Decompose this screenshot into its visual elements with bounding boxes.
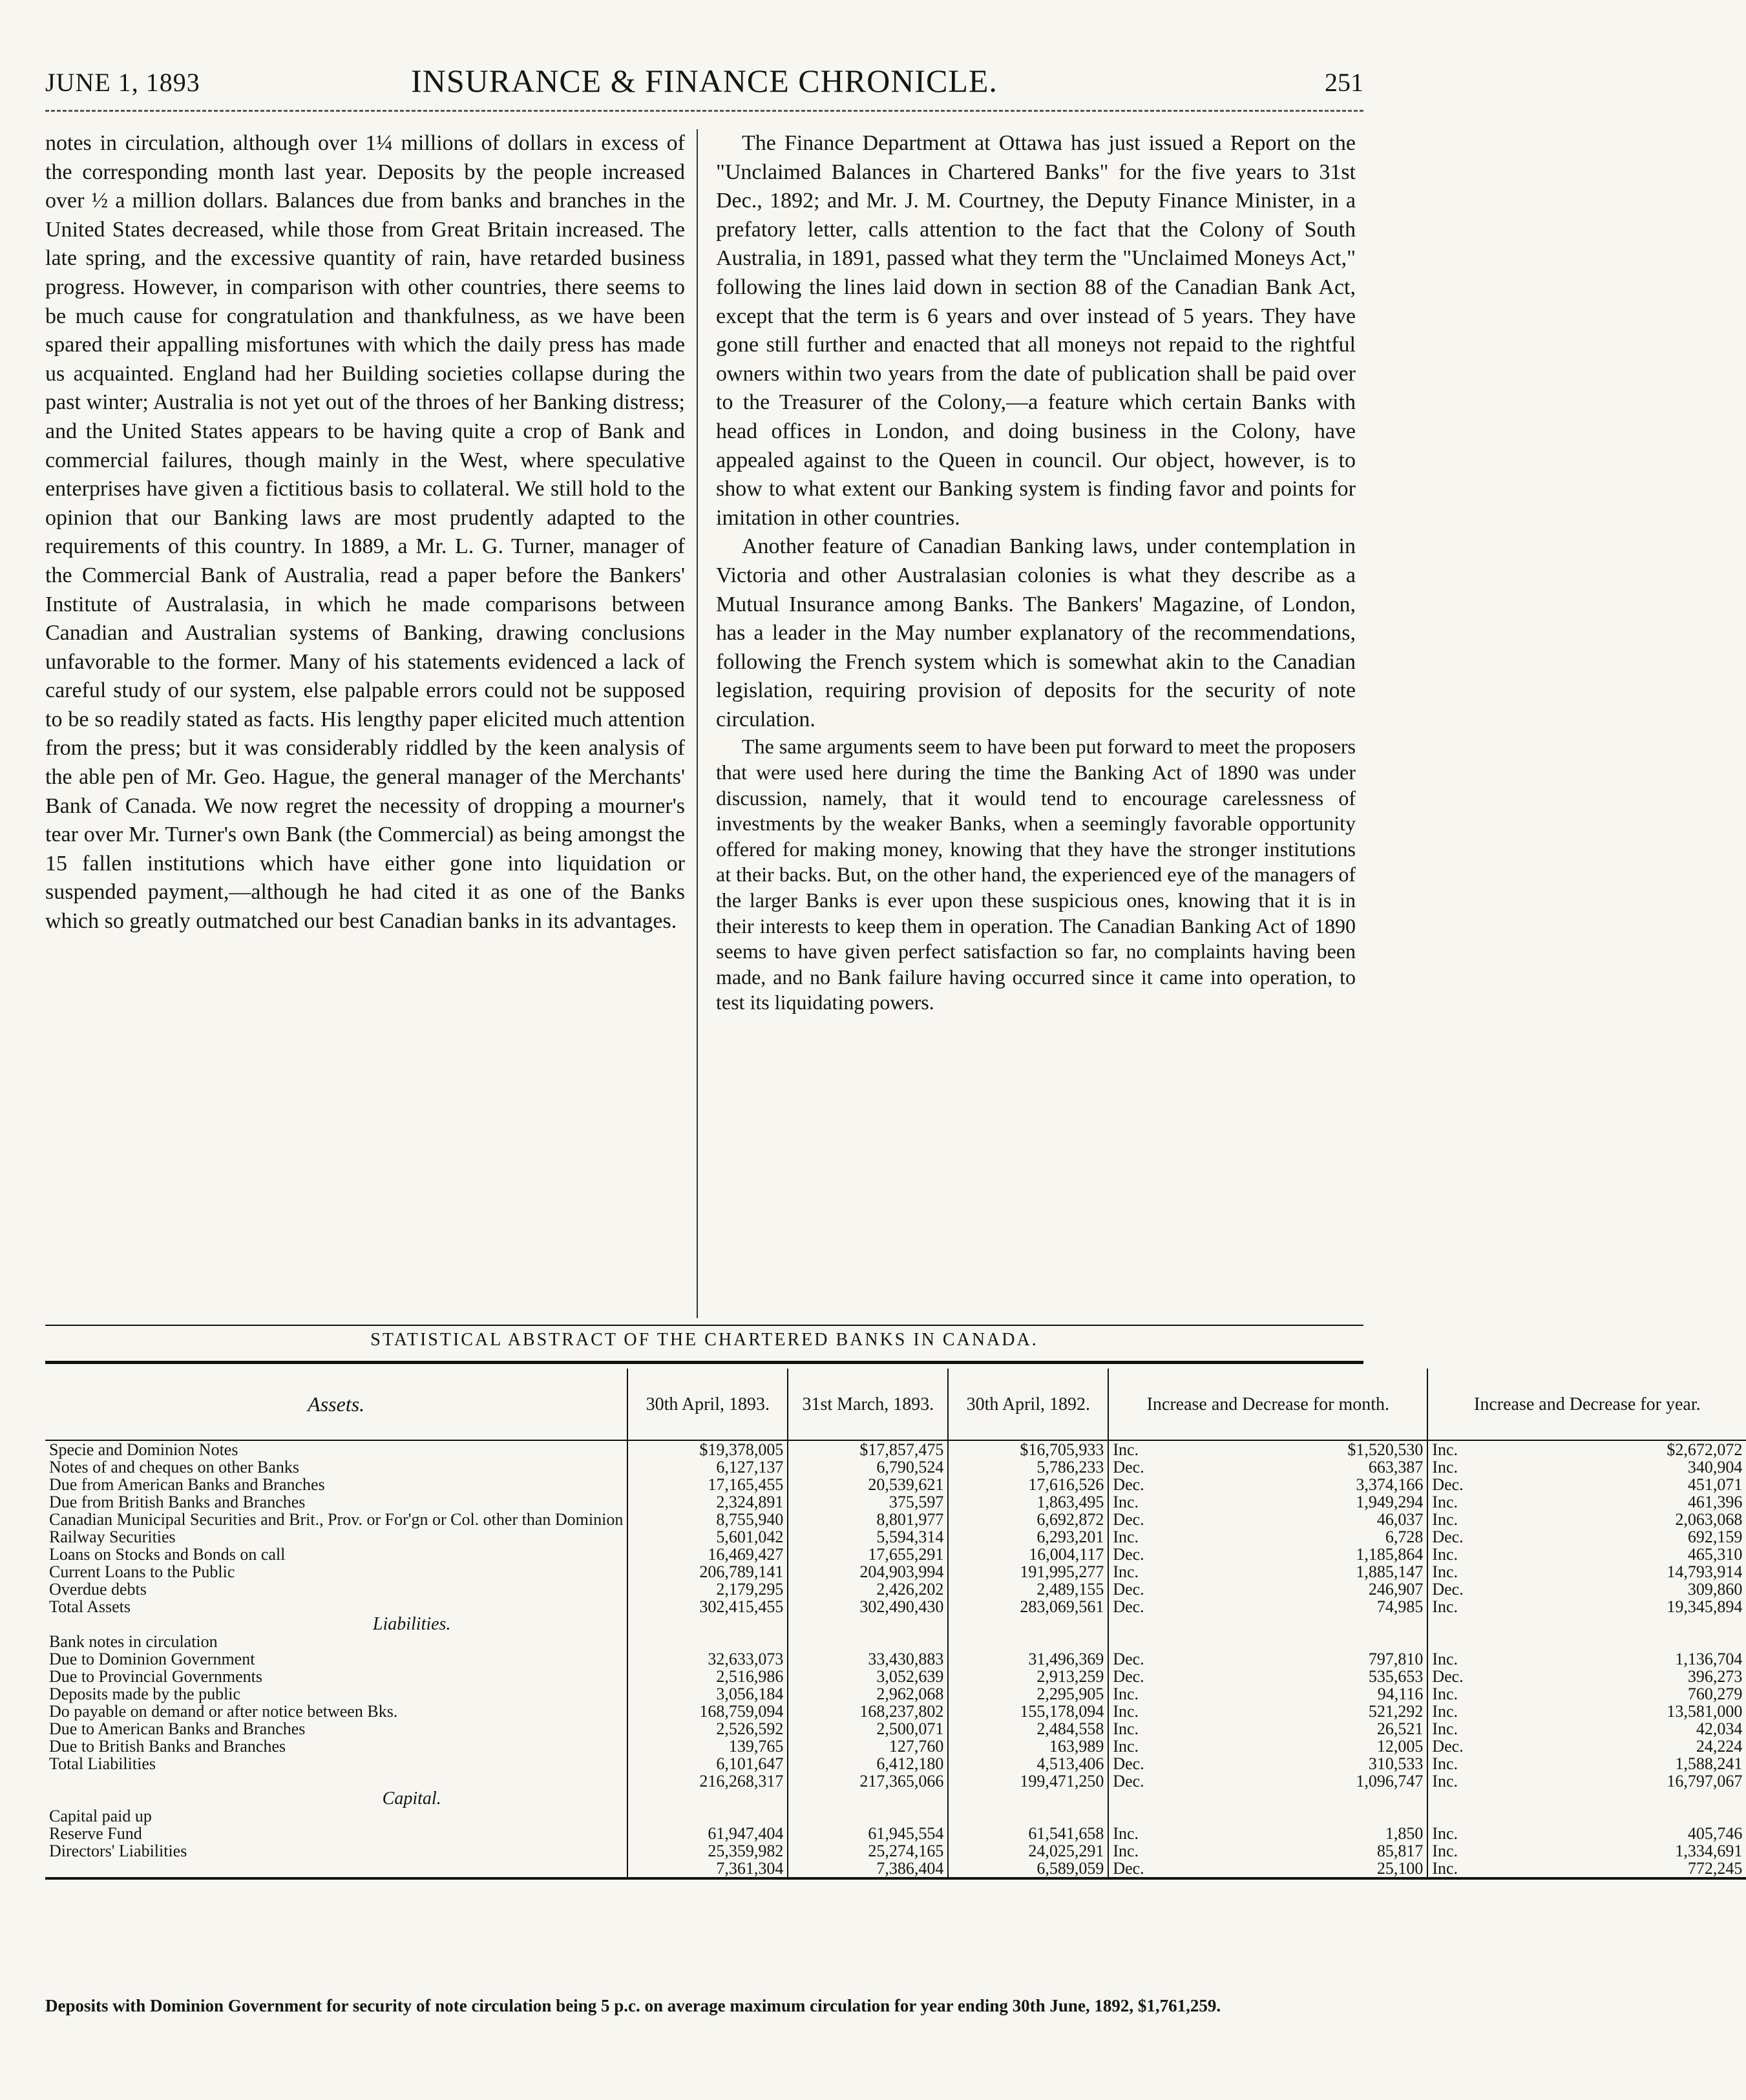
month-change: 535,653 [1368,1667,1424,1686]
value-mar-1893: 2,962,068 [788,1685,948,1703]
empty-cell [788,1615,948,1633]
row-label: Due from British Banks and Branches [49,1493,306,1511]
month-direction: Dec. [1108,1668,1268,1685]
header-col-3: 30th April, 1892. [948,1369,1108,1440]
month-change [1268,1807,1427,1825]
month-change: 25,100 [1376,1859,1424,1878]
year-change: 1,588,241 [1675,1754,1743,1773]
value-apr-1892: 31,496,369 [948,1650,1108,1668]
month-direction: Inc. [1108,1685,1268,1703]
month-direction: Dec. [1108,1598,1268,1615]
value-apr-1893: 216,268,317 [627,1772,788,1790]
row-label: Due to Dominion Government [49,1650,255,1668]
year-change: 396,273 [1687,1667,1743,1686]
row-label: Deposits made by the public [49,1685,241,1703]
year-change: 1,334,691 [1675,1842,1743,1860]
year-direction: Inc. [1427,1720,1587,1738]
value-mar-1893: 7,386,404 [788,1860,948,1878]
year-direction: Inc. [1427,1563,1587,1580]
month-change: 94,116 [1377,1685,1424,1703]
row-label: Reserve Fund [49,1824,142,1843]
table-bottom-rule [45,1878,1746,1880]
month-change: 12,005 [1376,1737,1424,1756]
row-label: Due from American Banks and Branches [49,1475,325,1494]
month-direction: Inc. [1108,1440,1268,1458]
year-change: 42,034 [1696,1719,1743,1738]
header-rule [45,110,1363,112]
month-change: 74,985 [1376,1597,1424,1616]
month-change: 1,850 [1385,1824,1424,1843]
table-bottom-row [45,1878,1746,1880]
issue-date: JUNE 1, 1893 [45,68,200,97]
value-apr-1893: 2,179,295 [627,1580,788,1598]
table-row [45,1703,1746,1720]
year-change: 461,396 [1687,1493,1743,1511]
liabilities-heading-label: Liabilities. [372,1614,451,1634]
row-label [45,1860,627,1878]
year-direction: Inc. [1427,1650,1587,1668]
value-apr-1892: 17,616,526 [948,1476,1108,1493]
table-row [45,1755,1746,1772]
statistical-abstract-table [45,1369,1746,1880]
year-direction: Inc. [1427,1440,1587,1458]
row-label: Total Liabilities [49,1754,156,1773]
row-label: Canadian Municipal Securities and Brit., Prov. or For'gn or Col. other than Dominion [49,1510,624,1529]
table-row [45,1546,1746,1563]
value-mar-1893: 25,274,165 [788,1842,948,1860]
month-change: 310,533 [1368,1754,1424,1773]
year-change: 760,279 [1687,1685,1743,1703]
year-direction: Inc. [1427,1546,1587,1563]
publication-title: INSURANCE & FINANCE CHRONICLE. [411,63,998,99]
value-mar-1893: 61,945,554 [788,1825,948,1842]
year-direction: Dec. [1427,1580,1587,1598]
month-direction: Dec. [1108,1755,1268,1772]
value-apr-1893: 2,324,891 [627,1493,788,1511]
table-row [45,1842,1746,1860]
value-apr-1892: 2,489,155 [948,1580,1108,1598]
value-apr-1892: 155,178,094 [948,1703,1108,1720]
table-row [45,1580,1746,1598]
year-change: 1,136,704 [1675,1650,1743,1668]
empty-cell [1427,1615,1587,1633]
month-change: 1,185,864 [1356,1545,1424,1564]
month-direction: Dec. [1108,1650,1268,1668]
month-direction: Inc. [1108,1720,1268,1738]
empty-cell [1268,1790,1427,1807]
table-row [45,1720,1746,1738]
empty-cell [948,1615,1108,1633]
month-change: 1,096,747 [1356,1772,1424,1790]
table-row [45,1650,1746,1668]
paragraph: Another feature of Canadian Banking laws, under contemplation in Victoria and other Australasian colonies is what they describe as a Mutual Insurance among Banks. The Bankers' Magazine, of London, has a leader in the May number explanatory of the recommendations, following the French system which is somewhat akin to the Canadian legislation, requiring provision of deposits for the security of note circulation. [716,534,1356,731]
value-mar-1893 [788,1633,948,1650]
month-change: 521,292 [1368,1702,1424,1721]
table-row [45,1528,1746,1546]
year-change: 451,071 [1687,1475,1743,1494]
year-change: 16,797,067 [1667,1772,1743,1790]
empty-cell [627,1615,788,1633]
table-body [45,1440,1746,1880]
header-col-5: Increase and Decrease for year. [1427,1369,1746,1440]
year-change: 340,904 [1687,1458,1743,1476]
value-mar-1893: $17,857,475 [788,1440,948,1458]
table-row [45,1668,1746,1685]
month-change: 1,885,147 [1356,1562,1424,1581]
table-row [45,1772,1746,1790]
table-row [45,1685,1746,1703]
year-direction: Inc. [1427,1685,1587,1703]
value-apr-1893: 168,759,094 [627,1703,788,1720]
table-footnote: Deposits with Dominion Government for security of note circulation being 5 p.c. on average maximum circulation for year ending 30th June, 1892, $1,761,259. [45,1996,1221,2015]
value-mar-1893: 217,365,066 [788,1772,948,1790]
value-apr-1892: $16,705,933 [948,1440,1108,1458]
value-apr-1892: 191,995,277 [948,1563,1108,1580]
value-apr-1892: 2,295,905 [948,1685,1108,1703]
year-change: 24,224 [1696,1737,1743,1756]
value-apr-1892: 61,541,658 [948,1825,1108,1842]
table-row [45,1563,1746,1580]
left-column [45,129,685,936]
month-change: 246,907 [1368,1580,1424,1599]
month-change: $1,520,530 [1347,1440,1424,1459]
empty-cell [627,1790,788,1807]
month-change: 663,387 [1368,1458,1424,1476]
value-apr-1892 [948,1807,1108,1825]
empty-cell [1587,1790,1746,1807]
value-apr-1893: 6,101,647 [627,1755,788,1772]
value-apr-1893 [627,1807,788,1825]
right-column [716,129,1356,1016]
capital-heading [45,1790,1746,1807]
table-row [45,1440,1746,1458]
month-direction [1108,1807,1268,1825]
year-direction: Inc. [1427,1493,1587,1511]
year-change: 309,860 [1687,1580,1743,1599]
year-direction: Inc. [1427,1772,1587,1790]
year-change [1587,1807,1746,1825]
year-direction: Inc. [1427,1703,1587,1720]
month-change: 85,817 [1376,1842,1424,1860]
month-direction: Dec. [1108,1860,1268,1878]
month-change: 797,810 [1368,1650,1424,1668]
value-apr-1892: 6,293,201 [948,1528,1108,1546]
paragraph: The same arguments seem to have been put forward to meet the proposers that were used here during the time the Banking Act of 1890 was under discussion, namely, that it would tend to encourage carelessness of investments by the weaker Banks, when a seemingly favorable opportunity offered for making money, knowing that they have the stronger institutions at their backs. But, on the other hand, the experienced eye of the managers of the larger Banks is ever upon these suspicious ones, knowing that it is in their interests to keep them in operation. The Canadian Banking Act of 1890 seems to have given perfect satisfaction so far, no complaints having been made, and no Bank failure having occurred since it came into operation, to test its liquidating powers. [716,735,1356,1014]
table-row [45,1807,1746,1825]
value-apr-1892: 24,025,291 [948,1842,1108,1860]
month-direction: Dec. [1108,1772,1268,1790]
year-direction [1427,1807,1587,1825]
value-apr-1892: 4,513,406 [948,1755,1108,1772]
row-label: Current Loans to the Public [49,1562,235,1581]
table-row [45,1738,1746,1755]
table-header-row [45,1369,1746,1440]
abstract-title: STATISTICAL ABSTRACT OF THE CHARTERED BANKS IN CANADA. [370,1330,1038,1350]
value-mar-1893: 17,655,291 [788,1546,948,1563]
value-apr-1893: 302,415,455 [627,1598,788,1615]
month-direction: Inc. [1108,1825,1268,1842]
month-change: 3,374,166 [1356,1475,1424,1494]
year-direction: Inc. [1427,1755,1587,1772]
month-direction: Inc. [1108,1842,1268,1860]
month-direction [1108,1633,1268,1650]
table-row [45,1458,1746,1476]
liabilities-heading [45,1615,1746,1633]
month-direction: Dec. [1108,1511,1268,1528]
row-label: Bank notes in circulation [49,1632,218,1651]
year-direction: Inc. [1427,1598,1587,1615]
month-direction: Inc. [1108,1703,1268,1720]
value-apr-1893: 32,633,073 [627,1650,788,1668]
value-mar-1893: 6,412,180 [788,1755,948,1772]
value-apr-1892: 283,069,561 [948,1598,1108,1615]
value-apr-1893: 2,516,986 [627,1668,788,1685]
value-apr-1893: 16,469,427 [627,1546,788,1563]
value-apr-1893: 61,947,404 [627,1825,788,1842]
table-row [45,1493,1746,1511]
row-label: Due to British Banks and Branches [49,1737,286,1756]
value-mar-1893: 302,490,430 [788,1598,948,1615]
table-row [45,1598,1746,1615]
year-direction: Inc. [1427,1458,1587,1476]
value-mar-1893: 3,052,639 [788,1668,948,1685]
value-mar-1893: 20,539,621 [788,1476,948,1493]
month-change: 1,949,294 [1356,1493,1424,1511]
header-col-1: 30th April, 1893. [627,1369,788,1440]
table-row [45,1511,1746,1528]
month-change: 46,037 [1376,1510,1424,1529]
value-mar-1893: 33,430,883 [788,1650,948,1668]
value-apr-1892: 2,484,558 [948,1720,1108,1738]
value-apr-1892: 1,863,495 [948,1493,1108,1511]
table-row [45,1633,1746,1650]
value-apr-1893: 2,526,592 [627,1720,788,1738]
month-direction: Dec. [1108,1476,1268,1493]
empty-cell [788,1790,948,1807]
year-direction: Inc. [1427,1825,1587,1842]
value-mar-1893 [788,1807,948,1825]
row-label: Due to Provincial Governments [49,1667,262,1686]
value-mar-1893: 204,903,994 [788,1563,948,1580]
capital-heading-label: Capital. [382,1789,441,1809]
year-direction: Inc. [1427,1511,1587,1528]
value-apr-1893: 139,765 [627,1738,788,1755]
year-direction: Dec. [1427,1668,1587,1685]
column-divider [697,129,698,1318]
year-change: 19,345,894 [1667,1597,1743,1616]
row-label: Due to American Banks and Branches [49,1719,306,1738]
empty-cell [1587,1615,1746,1633]
value-mar-1893: 5,594,314 [788,1528,948,1546]
empty-cell [1427,1790,1587,1807]
value-apr-1892: 6,692,872 [948,1511,1108,1528]
page-header [45,62,1363,107]
value-mar-1893: 127,760 [788,1738,948,1755]
header-col-4: Increase and Decrease for month. [1108,1369,1427,1440]
row-label: Do payable on demand or after notice between Bks. [49,1702,398,1721]
month-direction: Inc. [1108,1738,1268,1755]
year-direction [1427,1633,1587,1650]
year-change: 465,310 [1687,1545,1743,1564]
row-label: Overdue debts [49,1580,147,1599]
row-label: Notes of and cheques on other Banks [49,1458,300,1476]
table-row [45,1825,1746,1842]
month-direction: Inc. [1108,1563,1268,1580]
year-change: 14,793,914 [1667,1562,1743,1581]
empty-cell [948,1790,1108,1807]
value-apr-1893: 7,361,304 [627,1860,788,1878]
month-direction: Inc. [1108,1528,1268,1546]
table-top-rule [45,1361,1363,1364]
value-apr-1892 [948,1633,1108,1650]
row-label: Total Assets [49,1597,131,1616]
value-apr-1892: 16,004,117 [948,1546,1108,1563]
value-mar-1893: 168,237,802 [788,1703,948,1720]
month-change [1268,1633,1427,1650]
row-label: Capital paid up [49,1807,152,1825]
table-row [45,1860,1746,1878]
month-direction: Dec. [1108,1580,1268,1598]
month-direction: Dec. [1108,1458,1268,1476]
value-mar-1893: 2,426,202 [788,1580,948,1598]
header-assets: Assets. [45,1369,627,1440]
year-change: $2,672,072 [1667,1440,1743,1459]
month-change: 26,521 [1376,1719,1424,1738]
row-label: Specie and Dominion Notes [49,1440,238,1459]
value-apr-1893 [627,1633,788,1650]
value-mar-1893: 8,801,977 [788,1511,948,1528]
value-mar-1893: 2,500,071 [788,1720,948,1738]
value-mar-1893: 375,597 [788,1493,948,1511]
year-direction: Dec. [1427,1738,1587,1755]
year-change: 692,159 [1687,1528,1743,1546]
row-label: Loans on Stocks and Bonds on call [49,1545,286,1564]
empty-cell [1108,1615,1268,1633]
month-direction: Inc. [1108,1493,1268,1511]
row-label [45,1772,627,1790]
value-apr-1893: 17,165,455 [627,1476,788,1493]
month-change: 6,728 [1385,1528,1424,1546]
paragraph: notes in circulation, although over 1¼ millions of dollars in excess of the corresponding month last year. Deposits by the people increased over ½ a million dollars. Balances due from banks and branches in the United States decreased, while those from Great Britain increased. The late spring, and the excessive quantity of rain, have retarded business progress. However, in comparison with other countries, there seems to be much cause for congratulation and thankfulness, as we have been spared their appalling misfortunes with which the daily press has made us acquainted. England had her Building societies collapse during the past winter; Australia is not yet out of the throes of her Banking distress; and the United States appears to be having quite a crop of Bank and commercial failures, though mainly in the West, where speculative enterprises have given a fictitious basis to collateral. We still hold to the opinion that our Banking laws are most prudently adapted to the requirements of this country. In 1889, a Mr. L. G. Turner, manager of the Commercial Bank of Australia, read a paper before the Bankers' Institute of Australasia, in which he made comparisons between Canadian and Australian systems of Banking, drawing conclusions unfavorable to the former. Many of his statements evidenced a lack of careful study of our system, else palpable errors could not be supposed to be so readily stated as facts. His lengthy paper elicited much attention from the press; but it was considerably riddled by the keen analysis of the able pen of Mr. Geo. Hague, the general manager of the Merchants' Bank of Canada. We now regret the necessity of dropping a mourner's tear over Mr. Turner's own Bank (the Commercial) as being amongst the 15 fallen institutions which have either gone into liquidation or suspended payment,—although he had cited it as one of the Banks which so greatly outmatched our best Canadian banks in its advantages. [45,131,685,934]
value-apr-1893: 5,601,042 [627,1528,788,1546]
year-change [1587,1633,1746,1650]
year-change: 405,746 [1687,1824,1743,1843]
value-apr-1893: 25,359,982 [627,1842,788,1860]
year-change: 772,245 [1687,1859,1743,1878]
value-apr-1893: 3,056,184 [627,1685,788,1703]
empty-cell [1268,1615,1427,1633]
table-row [45,1476,1746,1493]
month-direction: Dec. [1108,1546,1268,1563]
value-apr-1892: 2,913,259 [948,1668,1108,1685]
row-label: Railway Securities [49,1528,176,1546]
year-direction: Inc. [1427,1842,1587,1860]
paragraph: The Finance Department at Ottawa has just issued a Report on the "Unclaimed Balances in Chartered Banks" for the five years to 31st Dec., 1892; and Mr. J. M. Courtney, the Deputy Finance Minister, in a prefatory letter, calls attention to the fact that the Colony of South Australia, in 1891, passed what they term the "Unclaimed Moneys Act," following the lines laid down in section 88 of the Canadian Bank Act, except that the term is 6 years and over instead of 5 years. They have gone still further and enacted that all moneys not repaid to the rightful owners within two years from the date of publication shall be paid over to the Treasurer of the Colony,—a feature which certain Banks with head offices in London, and doing business in the Colony, have appealed against to the Queen in council. Our object, however, is to show to what extent our Banking system is finding favor and points for imitation in other countries. [716,131,1356,530]
empty-cell [1108,1790,1268,1807]
year-change: 2,063,068 [1675,1510,1743,1529]
value-apr-1893: 8,755,940 [627,1511,788,1528]
value-apr-1892: 163,989 [948,1738,1108,1755]
value-apr-1893: 206,789,141 [627,1563,788,1580]
year-change: 13,581,000 [1667,1702,1743,1721]
value-apr-1892: 5,786,233 [948,1458,1108,1476]
value-apr-1893: 6,127,137 [627,1458,788,1476]
value-mar-1893: 6,790,524 [788,1458,948,1476]
year-direction: Dec. [1427,1476,1587,1493]
header-col-2: 31st March, 1893. [788,1369,948,1440]
page-number: 251 [1325,68,1363,97]
row-label: Directors' Liabilities [49,1842,187,1860]
section-rule [45,1325,1363,1326]
value-apr-1892: 6,589,059 [948,1860,1108,1878]
year-direction: Dec. [1427,1528,1587,1546]
year-direction: Inc. [1427,1860,1587,1878]
value-apr-1893: $19,378,005 [627,1440,788,1458]
value-apr-1892: 199,471,250 [948,1772,1108,1790]
